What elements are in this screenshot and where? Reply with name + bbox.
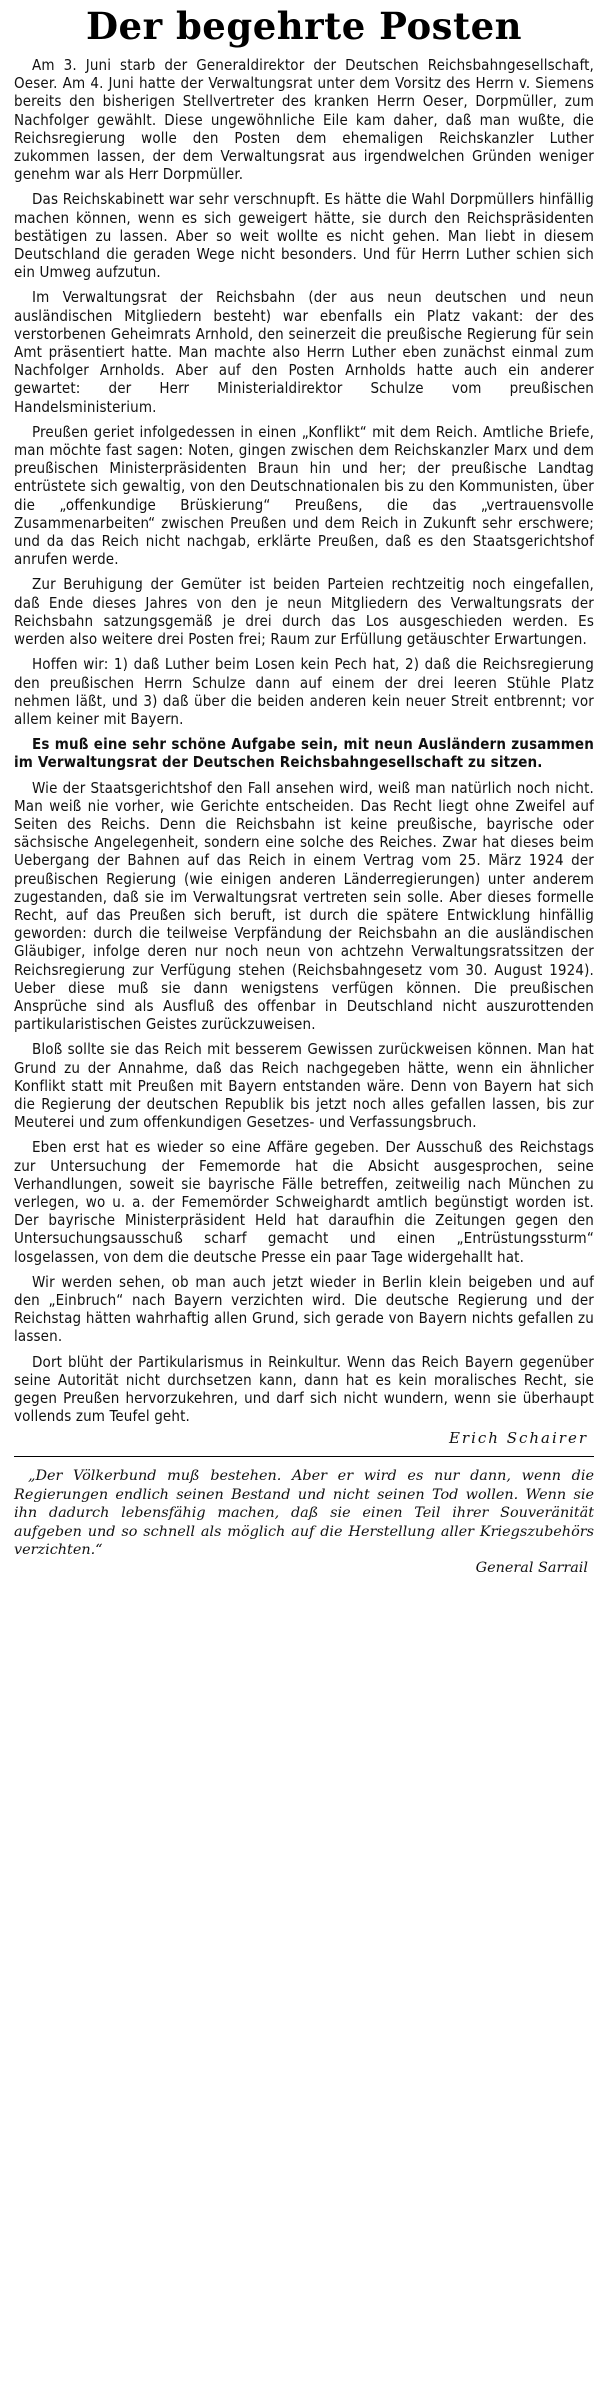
paragraph-4: Preußen geriet infolgedessen in einen „Konflikt“ mit dem Reich. Amtliche Briefe, man möchte fast sagen: Noten, gingen zwischen dem Reichskanzler Marx und dem preußischen Ministerpräsidenten Braun hin und her; der preußische Landtag entrüstete sich gewaltig, von den Deutschnationalen bis zu den Kommunisten, über die „offenkundige Brüskierung“ Preußens, die das „vertrauensvolle Zusammenarbeiten“ zwischen Preußen und dem Reich in Zukunft sehr erschwere; und da das Reich nicht nachgab, erklärte Preußen, daß es den Staatsgerichtshof anrufen werde. [14,422,594,569]
quote-box [14,1467,594,1577]
author-byline: Erich Schairer [448,1429,588,1448]
paragraph-3: Im Verwaltungsrat der Reichsbahn (der aus neun deutschen und neun ausländischen Mitgliedern besteht) war ebenfalls ein Platz vakant: der des verstorbenen Geheimrats Arnhold, den seinerzeit die preußische Regierung für sein Amt präsentiert hatte. Man machte also Herrn Luther eben zunächst einmal zum Nachfolger Arnholds. Aber auf den Posten Arnholds hatte auch ein anderer gewartet: der Herr Ministerialdirektor Schulze vom preußischen Handelsministerium. [14,288,594,416]
paragraph-12: Dort blüht der Partikularismus in Reinkultur. Wenn das Reich Bayern gegenüber seine Autorität nicht durchsetzen kann, dann hat es kein moralisches Recht, sie gegen Preußen hervorzukehren, und darf sich nicht wundern, wenn sie überhaupt vollends zum Teufel geht. [14,1352,594,1426]
paragraph-2: Das Reichskabinett war sehr verschnupft. Es hätte die Wahl Dorpmüllers hinfällig machen können, wenn es sich geweigert hätte, sie durch den Reichspräsidenten bestätigen zu lassen. Aber so weit wollte es nicht gehen. Man liebt in diesem Deutschland die geraden Wege nicht besonders. Und für Herrn Luther schien sich ein Umweg aufzutun. [14,190,594,282]
paragraph-1: Am 3. Juni starb der Generaldirektor der Deutschen Reichsbahngesellschaft, Oeser. Am 4. Juni hatte der Verwaltungsrat unter dem Vorsitz des Herrn v. Siemens bereits den bisherigen Stellvertreter des kranken Herrn Oeser, Dorpmüller, zum Nachfolger gewählt. Diese ungewöhnliche Eile kam daher, daß man wußte, die Reichsregierung wolle den Posten dem ehemaligen Reichskanzler Luther zukommen lassen, der dem Verwaltungsrat aus irgendwelchen Gründen weniger genehm war als Herr Dorpmüller. [14,56,594,184]
paragraph-9: Bloß sollte sie das Reich mit besserem Gewissen zurückweisen können. Man hat Grund zu der Annahme, daß das Reich nachgegeben hätte, wenn ein ähnlicher Konflikt statt mit Preußen mit Bayern entstanden wäre. Denn von Bayern hat sich die Regierung der deutschen Republik bis jetzt noch alles gefallen lassen, bis zur Meuterei und zum offenkundigen Gesetzes- und Verfassungsbruch. [14,1040,594,1132]
paragraph-5: Zur Beruhigung der Gemüter ist beiden Parteien rechtzeitig noch eingefallen, daß Ende dieses Jahres von den je neun Mitgliedern des Verwaltungsrats der Reichsbahn satzungsgemäß je drei durch das Los ausgeschieden werden. Es werden also weitere drei Posten frei; Raum zur Erfüllung getäuschter Erwartungen. [14,575,594,649]
paragraph-8: Wie der Staatsgerichtshof den Fall ansehen wird, weiß man natürlich noch nicht. Man weiß nie vorher, wie Gerichte entscheiden. Das Recht liegt ohne Zweifel auf Seiten des Reichs. Denn die Reichsbahn ist keine preußische, bayrische oder sächsische Angelegenheit, sondern eine solche des Reiches. Zwar hat dieses beim Uebergang der Bahnen auf das Reich in einem Vertrag vom 25. März 1924 der preußischen Regierung (wie einigen anderen Länderregierungen) unter anderem zugestanden, daß sie im Verwaltungsrat vertreten sein solle. Aber dieses formelle Recht, auf das Preußen sich beruft, ist durch die spätere Entwicklung hinfällig geworden: durch die teilweise Verpfändung der Reichsbahn an die ausländischen Gläubiger, infolge deren nur noch neun von achtzehn Verwaltungsratssitzen der Reichsregierung zur Verfügung stehen (Reichsbahngesetz vom 30. August 1924). Ueber diese muß sie dann wenigstens verfügen können. Die preußischen Ansprüche sind als Ausfluß des offenbar in Deutschland nicht auszurottenden partikularistischen Geistes zurückzuweisen. [14,778,594,1034]
headline: Der begehrte Posten [85,4,523,48]
quote-text: „Der Völkerbund muß bestehen. Aber er wird es nur dann, wenn die Regierungen endlich seinen Bestand und nicht seinen Tod wollen. Wenn sie ihn dadurch lebensfähig machen, daß sie einen Teil ihrer Souveränität aufgeben und so schnell als möglich auf die Herstellung aller Kriegszubehörs verzichten.“ [14,1468,594,1559]
paragraph-7: Es muß eine sehr schöne Aufgabe sein, mit neun Ausländern zusammen im Verwaltungsrat der Deutschen Reichsbahngesellschaft zu sitzen. [14,735,594,772]
paragraph-11: Wir werden sehen, ob man auch jetzt wieder in Berlin klein beigeben und auf den „Einbruch“ nach Bayern verzichten wird. Die deutsche Regierung und der Reichstag hätten wahrhaftig allen Grund, sich gerade von Bayern nichts gefallen zu lassen. [14,1272,594,1346]
article-body [14,56,594,1425]
section-divider [14,1456,594,1457]
quote-attribution: General Sarrail [475,1560,588,1577]
paragraph-10: Eben erst hat es wieder so eine Affäre gegeben. Der Ausschuß des Reichstags zur Untersuchung der Fememorde hat die Absicht ausgesprochen, seine Verhandlungen, soweit sie bayrische Fälle betreffen, zeitweilig nach München zu verlegen, wo u. a. der Fememörder Schweighardt amtlich begünstigt worden ist. Der bayrische Ministerpräsident Held hat daraufhin die Zeitungen gegen den Untersuchungsausschuß scharf gemacht und einen „Entrüstungssturm“ losgelassen, von dem die deutsche Presse ein paar Tage widergehallt hat. [14,1138,594,1266]
paragraph-6: Hoffen wir: 1) daß Luther beim Losen kein Pech hat, 2) daß die Reichsregierung den preußischen Herrn Schulze dann auf einem der drei leeren Stühle Platz nehmen läßt, und 3) daß über die beiden anderen kein neuer Streit entbrennt; vor allem keiner mit Bayern. [14,655,594,728]
